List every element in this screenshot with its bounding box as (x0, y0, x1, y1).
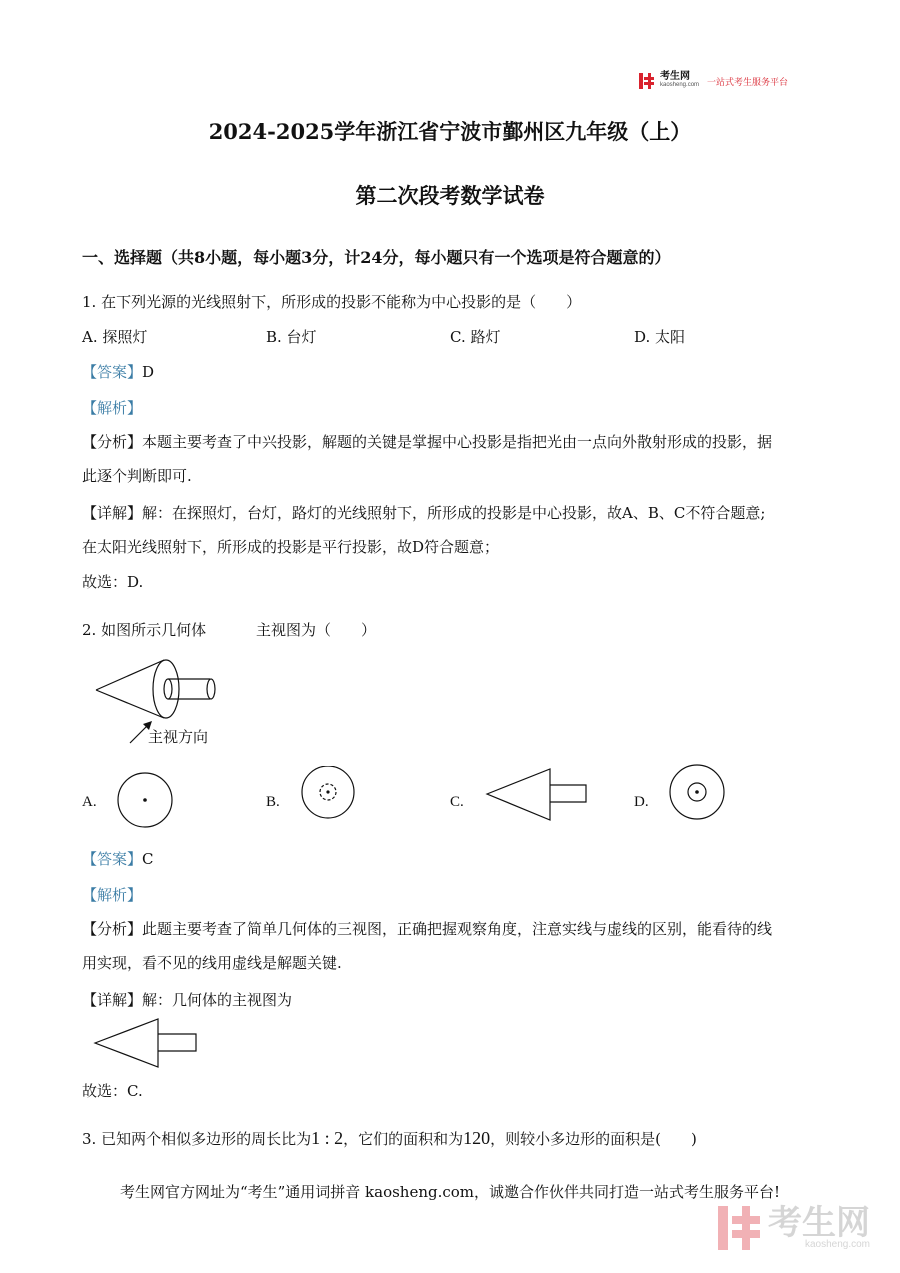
watermark-logo (716, 1204, 870, 1252)
fenxi-text: 本题主要考查了中兴投影，解题的关键是掌握中心投影是指把光由一点向外散射形成的投影，据 (142, 433, 773, 451)
q1-stem: 1. 在下列光源的光线照射下，所形成的投影不能称为中心投影的是（ ） (82, 293, 582, 311)
q1-answer-row (82, 362, 154, 382)
fenxi-tag: 【分析】 (82, 433, 143, 451)
q2-option-c-label: C. (450, 794, 464, 810)
answer-tag: 【答案】 (82, 850, 143, 868)
kaosheng-watermark-icon (716, 1204, 762, 1252)
q2-fenxi-line1 (82, 919, 772, 939)
answer-tag: 【答案】 (82, 363, 143, 381)
q1-option-c: C. 路灯 (450, 328, 501, 346)
q2-analysis-tag: 【解析】 (82, 886, 143, 904)
q1-option-a: A. 探照灯 (82, 328, 148, 346)
q2-option-b-label: B. (266, 794, 280, 810)
q2-choose: 故选：C. (82, 1082, 143, 1100)
q3-stem (82, 1128, 697, 1149)
q1-fenxi-line2: 此逐个判断即可. (82, 467, 192, 485)
q1-detail-line2: 在太阳光线照射下，所形成的投影是平行投影，故D符合题意； (82, 538, 500, 556)
q3-stem-b: ，它们的面积和为 (343, 1130, 464, 1148)
q2-answer: C (142, 850, 154, 868)
q2-option-b-figure (299, 766, 359, 826)
fenxi-tag: 【分析】 (82, 920, 143, 938)
q3-ratio: 1 : 2 (311, 1128, 344, 1148)
q2-detail-line (82, 990, 292, 1010)
q1-option-d: D. 太阳 (634, 328, 686, 346)
fenxi-text: 此题主要考查了简单几何体的三视图，正确把握观察角度，注意实线与虚线的区别，能看待的线 (142, 920, 773, 938)
q3-stem-a: 3. 已知两个相似多边形的周长比为 (82, 1130, 312, 1148)
footer-text: 考生网官方网址为“考生”通用词拼音 kaosheng.com，诚邀合作伙伴共同打造一站式考生服务平台! (119, 1183, 781, 1201)
q2-stem-a: 2. 如图所示几何体 (82, 621, 207, 639)
q2-option-a-figure (116, 770, 176, 830)
logo-name: 考生网 (660, 71, 690, 82)
cylinder-end-right (207, 679, 215, 699)
q1-answer: D (142, 363, 155, 381)
q1-choose: 故选：D. (82, 573, 144, 591)
q2-stem-b: 主视图为（ ） (256, 621, 377, 639)
cylinder-end-left (164, 679, 172, 699)
title-line1: 2024-2025学年浙江省宁波市鄞州区九年级（上） (208, 119, 692, 144)
kaosheng-logo-icon (638, 72, 656, 90)
q1-analysis-tag: 【解析】 (82, 399, 143, 417)
logo-slogan: 一站式考生服务平台 (707, 76, 789, 87)
q3-stem-c: ，则较小多边形的面积是( ) (490, 1130, 697, 1148)
header-logo (638, 72, 788, 90)
q1-option-b: B. 台灯 (266, 328, 317, 346)
q2-figure-label: 主视方向 (148, 728, 209, 746)
detail-text: 解：几何体的主视图为 (142, 991, 293, 1009)
q2-option-d-figure (668, 764, 728, 824)
q2-detail-figure (92, 1016, 202, 1072)
q2-answer-row (82, 849, 154, 869)
q3-sum: 120 (463, 1128, 491, 1148)
q1-detail-line1 (82, 503, 765, 523)
q1-fenxi-line1 (82, 432, 772, 452)
q2-option-d-label: D. (634, 794, 649, 810)
q2-option-a-label: A. (82, 794, 97, 810)
detail-text: 解：在探照灯，台灯，路灯的光线照射下，所形成的投影是中心投影，故A、B、C不符合题意; (142, 504, 766, 522)
section-heading: 一、选择题（共8小题，每小题3分，计24分，每小题只有一个选项是符合题意的） (82, 248, 671, 267)
q2-option-c-figure (484, 766, 594, 826)
logo-domain: kaosheng.com (660, 82, 700, 88)
q2-fenxi-line2: 用实现，看不见的线用虚线是解题关键. (82, 954, 342, 972)
detail-tag: 【详解】 (82, 991, 143, 1009)
detail-tag: 【详解】 (82, 504, 143, 522)
watermark-name: 考生网 (768, 1204, 870, 1242)
title-line2: 第二次段考数学试卷 (355, 183, 545, 208)
watermark-domain: kaosheng.com (804, 1239, 870, 1250)
